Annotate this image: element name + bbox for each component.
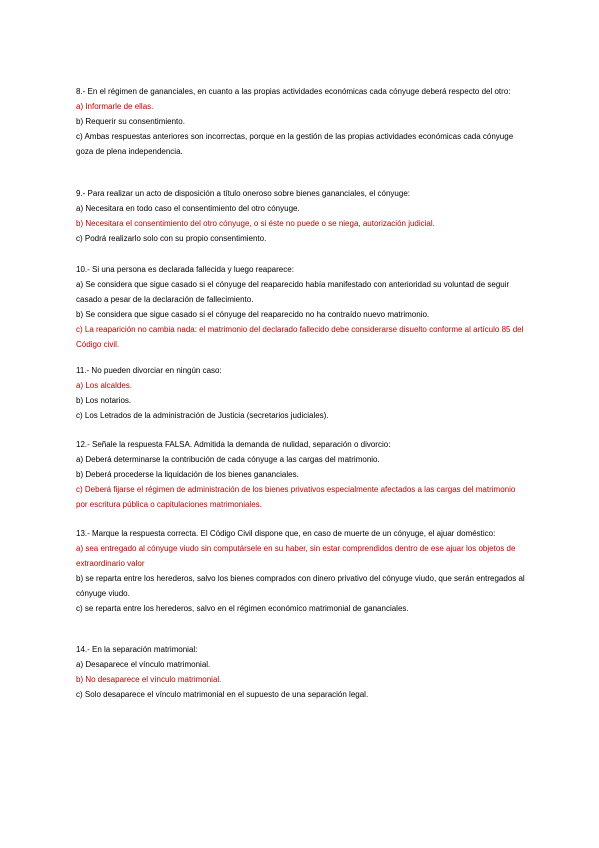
option-c: c) Podrá realizarlo solo con su propio consentimiento.	[76, 234, 267, 243]
option-a: a) Desaparece el vínculo matrimonial.	[76, 660, 211, 669]
option-b: b) Los notarios.	[76, 396, 132, 405]
question-stem: 10.- Si una persona es declarada fallecida y luego reaparece:	[76, 265, 294, 274]
option-a: a) Se considera que sigue casado si el cónyuge del reaparecido había manifestado con anterioridad su voluntad de seguir casado a pesar de la declaración de fallecimiento.	[76, 280, 510, 304]
option-c: c) se reparta entre los herederos, salvo en el régimen económico matrimonial de gananciales.	[76, 604, 409, 613]
question-stem: 8.- En el régimen de gananciales, en cuanto a las propias actividades económicas cada cónyuge deberá respecto del otro:	[76, 87, 511, 96]
question-stem: 14.- En la separación matrimonial:	[76, 645, 198, 654]
option-b: b) No desaparece el vínculo matrimonial.	[76, 675, 222, 684]
question-stem: 9.- Para realizar un acto de disposición a título oneroso sobre bienes gananciales, el cónyuge:	[76, 189, 410, 198]
option-b: b) Necesitara el consentimiento del otro cónyuge, o si éste no puede o se niega, autorización judicial.	[76, 219, 435, 228]
option-c: c) Los Letrados de la administración de Justicia (secretarios judiciales).	[76, 411, 329, 420]
option-a: a) Los alcaldes.	[76, 381, 133, 390]
option-c: c) Deberá fijarse el régimen de administración de los bienes privativos especialmente afectados a las cargas del matrimonio por escritura pública o capitulaciones matrimoniales.	[76, 485, 516, 509]
question-13	[76, 526, 526, 616]
question-stem: 13.- Marque la respuesta correcta. El Código Civil dispone que, en caso de muerte de un cónyuge, el ajuar doméstico:	[76, 529, 496, 538]
option-b: b) Requerir su consentimiento.	[76, 117, 185, 126]
question-11	[76, 363, 526, 423]
option-a: a) Deberá determinarse la contribución de cada cónyuge a las cargas del matrimonio.	[76, 455, 380, 464]
option-a: a) sea entregado al cónyuge viudo sin computársele en su haber, sin estar comprendidos dentro de ese ajuar los objetos de extraordinario valor	[76, 544, 516, 568]
question-8	[76, 84, 526, 159]
question-12	[76, 437, 526, 512]
option-a: a) Necesitara en todo caso el consentimiento del otro cónyuge.	[76, 204, 300, 213]
option-c: c) Ambas respuestas anteriores son incorrectas, porque en la gestión de las propias actividades económicas cada cónyuge goza de plena independencia.	[76, 132, 514, 156]
question-9	[76, 186, 526, 246]
question-stem: 11.- No pueden divorciar en ningún caso:	[76, 366, 222, 375]
question-14	[76, 642, 526, 702]
option-c: c) La reaparición no cambia nada: el matrimonio del declarado fallecido debe considerarse disuelto conforme al artículo 85 del Código civil.	[76, 325, 524, 349]
option-b: b) se reparta entre los herederos, salvo los bienes comprados con dinero privativo del cónyuge viudo, que serán entregados al cónyuge viudo.	[76, 574, 525, 598]
option-a: a) Informarle de ellas.	[76, 102, 154, 111]
option-c: c) Solo desaparece el vínculo matrimonial en el supuesto de una separación legal.	[76, 690, 369, 699]
question-stem: 12.- Señale la respuesta FALSA. Admitida la demanda de nulidad, separación o divorcio:	[76, 440, 391, 449]
option-b: b) Se considera que sigue casado si el cónyuge del reaparecido no ha contraído nuevo matrimonio.	[76, 310, 430, 319]
option-b: b) Deberá procederse la liquidación de los bienes gananciales.	[76, 470, 299, 479]
question-10	[76, 262, 526, 352]
